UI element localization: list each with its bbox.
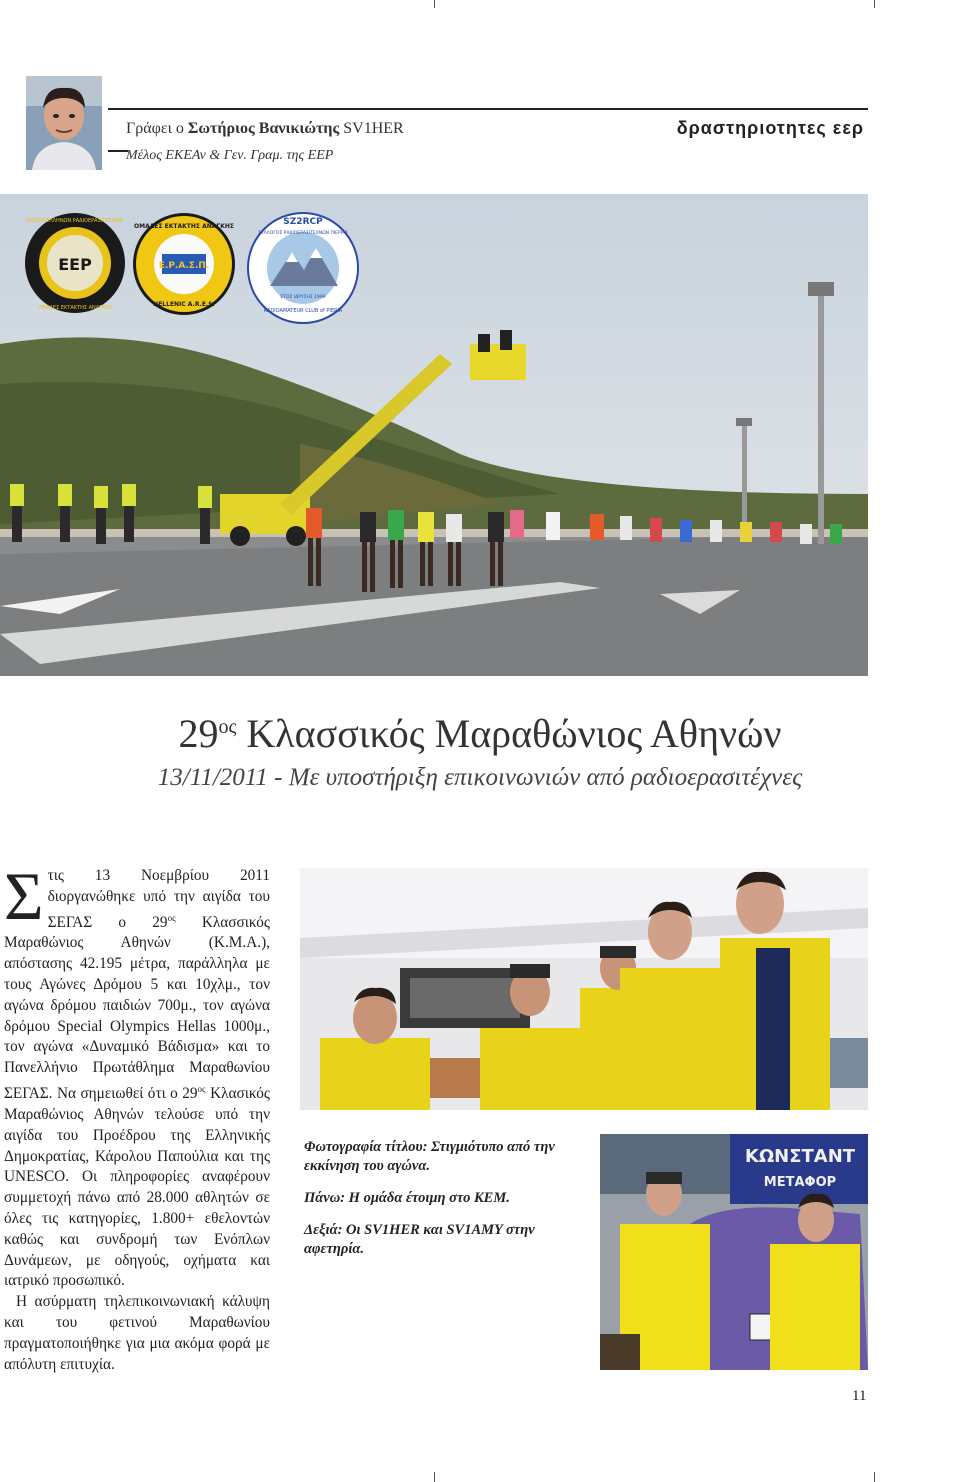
- caption-right-photo: Δεξιά: Οι SV1HER και SV1AMY στην αφετηρία.: [304, 1222, 535, 1257]
- crop-mark: [874, 0, 875, 8]
- logo3-top: SZ2RCP: [283, 217, 323, 227]
- logo3-year: ΕΤΟΣ ΙΔΡΥΣΗΣ 1999: [280, 295, 326, 300]
- writer-line: [126, 120, 404, 138]
- p1-part-c: Κλασικός Μαραθώνιος Αθηνών τελούσε υπό την αιγίδα του Προέδρου της Ελληνικής Δημοκρατίας, Κάρολου Παπούλια και της UNESCO. Οι πληροφορίες αναφέρουν συμμετοχή πάνω από 28.000 αθλητών σε όλες τις κατηγορίες, 1.800+ εθελοντών καθώς και συνδρομή των Ενόπλων Δυνάμεων, με οδηγούς, οχήματα και ιατρικό προσωπικό.: [4, 1085, 270, 1290]
- team-photo: [300, 868, 868, 1110]
- start-line-photo: [600, 1134, 868, 1370]
- p1-sup2: ος: [197, 1084, 206, 1095]
- logo2-sub-text: HELLENIC A.R.E.S.: [153, 301, 215, 308]
- drop-cap: Σ: [4, 858, 44, 934]
- caption-title-photo: Φωτογραφία τίτλου: Στιγμιότυπο από την εκκίνηση του αγώνα.: [304, 1139, 555, 1174]
- logo-sz2rcp: [246, 212, 360, 324]
- writer-call: SV1HER: [339, 120, 404, 137]
- article-body: [4, 858, 270, 1375]
- marathon-start-photo: [0, 194, 868, 676]
- paragraph-1: [4, 858, 270, 1292]
- paragraph-2: Η ασύρματη τηλεπικοινωνιακή κάλυψη και του φετινού Μαραθωνίου πραγματοποιήθηκε για μια ακόμα φορά με απόλυτη επιτυχία.: [4, 1293, 270, 1373]
- p1-sup: ος: [167, 912, 176, 923]
- p1-part-a: τις 13 Νοεμβρίου 2011 διοργανώθηκε υπό την αιγίδα του ΣΕΓΑΣ ο 29: [47, 867, 270, 931]
- photo-captions: [304, 1138, 594, 1272]
- logo-ares: [132, 212, 236, 316]
- crop-mark: [434, 0, 435, 8]
- section-title: δραστηριοτητες εερ: [676, 118, 864, 138]
- logo1-mid: ΕΕΡ: [58, 255, 92, 274]
- article-subtitle: 13/11/2011 - Με υποστήριξη επικοινωνιών από ραδιοερασιτέχνες: [157, 764, 803, 791]
- title-number: 29: [178, 711, 219, 756]
- logo1-sub-text: ΟΜΑΔΕΣ ΕΚΤΑΚΤΗΣ ΑΝΑΓΚΗΣ: [37, 305, 113, 311]
- page-number: 11: [852, 1388, 867, 1404]
- truck-sign: ΚΩΝΣΤΑΝΤ: [744, 1146, 856, 1167]
- logo-eer: [24, 212, 126, 314]
- logo2-mid: Ε.Ρ.Α.Σ.Π.: [158, 261, 210, 271]
- logo1-ring-text: ΕΝΩΣΗ ΕΛΛΗΝΩΝ ΡΑΔΙΟΕΡΑΣΙΤΕΧΝΩΝ: [26, 218, 124, 224]
- logo3-sub: RADIOAMATEUR CLUB of PIERIA: [263, 308, 343, 314]
- truck-sign-2: ΜΕΤΑΦΟΡ: [763, 1175, 837, 1190]
- title-text: Κλασσικός Μαραθώνιος Αθηνών: [236, 711, 782, 756]
- title-suffix: ος: [218, 716, 237, 738]
- author-portrait: [26, 76, 102, 170]
- crop-mark: [874, 1472, 875, 1482]
- p1-part-b: Κλασσικός Μαραθώνιος Αθηνών (Κ.Μ.Α.), απόστασης 42.195 μέτρα, παράλληλα με τους Αγώνες Δρόμου 5 και 10χλμ., τον αγώνα δρόμου παιδιών 700μ., τον αγώνα δρόμου Special Olympics Hellas 1000μ., τον αγώνα «Δυναμικό Βάδισμα» και το Πανελλήνιο Πρωτάθλημα Μαραθωνίου ΣΕΓΑΣ. Να σημειωθεί ότι ο 29: [4, 913, 270, 1103]
- crop-mark: [434, 1472, 435, 1482]
- writer-prefix: Γράφει ο: [126, 120, 188, 137]
- logo2-ring-text: ΟΜΑΔΕΣ ΕΚΤΑΚΤΗΣ ΑΝΑΓΚΗΣ: [134, 223, 234, 230]
- caption-top-photo: Πάνω: Η ομάδα έτοιμη στο ΚΕΜ.: [304, 1190, 510, 1206]
- article-title: [0, 710, 960, 757]
- header-rule-short: [108, 150, 128, 152]
- writer-role: Μέλος ΕΚΕΑν & Γεν. Γραμ. της ΕΕΡ: [126, 148, 334, 163]
- logo3-ring-text: ΣΥΛΛΟΓΟΣ ΡΑΔΙΟΕΡΑΣΙΤΕΧΝΩΝ ΠΙΕΡΙΑΣ: [258, 231, 348, 236]
- header-rule: [108, 108, 868, 110]
- writer-name: Σωτήριος Βανικιώτης: [187, 120, 340, 137]
